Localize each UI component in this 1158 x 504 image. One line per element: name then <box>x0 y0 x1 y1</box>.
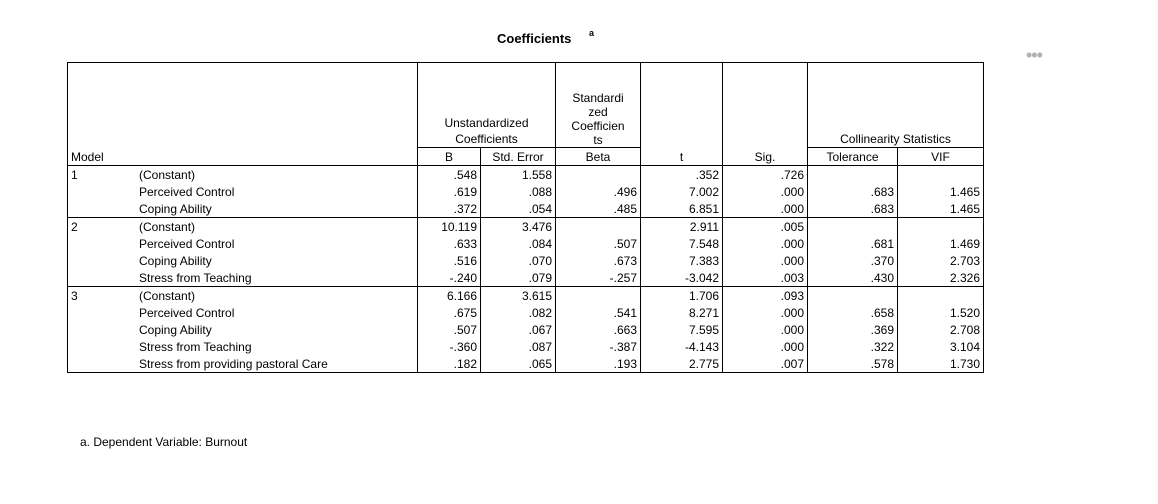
header-standardized <box>556 63 641 148</box>
cell-b: 6.166 <box>418 287 481 305</box>
cell-sig: .003 <box>723 269 808 287</box>
cell-predictor: Perceived Control <box>139 184 235 199</box>
table-row <box>68 269 984 287</box>
table-title: Coefficients <box>497 31 572 46</box>
cell-vif: 1.465 <box>898 183 984 200</box>
cell-se: .054 <box>481 200 556 218</box>
cell-beta: .485 <box>556 200 641 218</box>
cell-sig: .007 <box>723 355 808 373</box>
header-model: Model <box>68 148 418 166</box>
cell-vif: 1.465 <box>898 200 984 218</box>
cell-vif: 1.469 <box>898 235 984 252</box>
cell-predictor: (Constant) <box>136 166 418 184</box>
header-vif: VIF <box>898 148 984 166</box>
cell-t: 7.383 <box>641 252 723 269</box>
cell-b: .516 <box>418 252 481 269</box>
cell-model <box>68 355 137 373</box>
cell-se: .087 <box>481 338 556 355</box>
cell-beta: .507 <box>556 235 641 252</box>
cell-beta: -.257 <box>556 269 641 287</box>
cell-sig: .726 <box>723 166 808 184</box>
cell-tol: .683 <box>808 183 898 200</box>
cell-model <box>68 235 137 252</box>
table-row <box>68 183 984 200</box>
cell-sig: .000 <box>723 235 808 252</box>
cell-se: .065 <box>481 355 556 373</box>
more-dots-icon[interactable]: ••• <box>1026 45 1042 65</box>
header-unstandardized-line1: Unstandardized <box>444 116 529 130</box>
cell-t: 2.775 <box>641 355 723 373</box>
cell-beta: .193 <box>556 355 641 373</box>
cell-beta <box>556 218 641 236</box>
cell-vif: 2.326 <box>898 269 984 287</box>
cell-sig: .000 <box>723 321 808 338</box>
cell-model <box>68 200 137 218</box>
header-standardized-line1: Standardi <box>572 91 624 105</box>
table-row <box>68 355 984 373</box>
cell-t: 7.002 <box>641 183 723 200</box>
cell-model <box>68 321 137 338</box>
table-row <box>68 252 984 269</box>
table-row <box>68 287 984 305</box>
cell-vif: 1.730 <box>898 355 984 373</box>
header-beta: Beta <box>556 148 641 166</box>
cell-t: -3.042 <box>641 269 723 287</box>
cell-predictor: (Constant) <box>136 218 418 236</box>
cell-tol <box>808 287 898 305</box>
cell-tol <box>808 218 898 236</box>
cell-model <box>68 269 137 287</box>
cell-predictor: Perceived Control <box>139 305 235 320</box>
cell-beta: .663 <box>556 321 641 338</box>
cell-tol: .658 <box>808 304 898 321</box>
cell-vif: 1.520 <box>898 304 984 321</box>
cell-se: 3.476 <box>481 218 556 236</box>
cell-sig: .093 <box>723 287 808 305</box>
cell-vif <box>898 287 984 305</box>
cell-sig: .000 <box>723 338 808 355</box>
cell-b: .548 <box>418 166 481 184</box>
header-standardized-line2: zed <box>588 105 608 119</box>
cell-predictor: Coping Ability <box>139 253 212 268</box>
cell-model <box>68 338 137 355</box>
cell-t: 7.548 <box>641 235 723 252</box>
cell-tol: .578 <box>808 355 898 373</box>
cell-b: -.240 <box>418 269 481 287</box>
table-row <box>68 218 984 236</box>
cell-b: .675 <box>418 304 481 321</box>
cell-t: -4.143 <box>641 338 723 355</box>
cell-tol: .430 <box>808 269 898 287</box>
header-t: t <box>641 148 723 166</box>
cell-beta: .541 <box>556 304 641 321</box>
cell-beta <box>556 287 641 305</box>
cell-vif: 3.104 <box>898 338 984 355</box>
cell-model: 3 <box>68 287 137 305</box>
cell-b: .633 <box>418 235 481 252</box>
cell-tol <box>808 166 898 184</box>
cell-tol: .683 <box>808 200 898 218</box>
title-superscript: a <box>589 28 595 38</box>
cell-predictor: Perceived Control <box>139 236 235 251</box>
header-b: B <box>418 148 481 166</box>
cell-model <box>68 183 137 200</box>
cell-se: 3.615 <box>481 287 556 305</box>
table-row <box>68 304 984 321</box>
cell-se: .088 <box>481 183 556 200</box>
cell-model <box>68 304 137 321</box>
cell-b: .372 <box>418 200 481 218</box>
header-unstandardized-line2: Coefficients <box>455 132 518 146</box>
cell-se: .079 <box>481 269 556 287</box>
cell-vif <box>898 166 984 184</box>
header-std-error: Std. Error <box>481 148 556 166</box>
cell-predictor: Stress from Teaching <box>136 269 418 287</box>
header-unstandardized <box>418 63 556 148</box>
cell-tol: .370 <box>808 252 898 269</box>
cell-predictor: (Constant) <box>136 287 418 305</box>
header-sig-blank <box>723 63 808 148</box>
cell-model: 1 <box>68 166 137 184</box>
cell-predictor: Stress from providing pastoral Care <box>136 355 418 373</box>
header-standardized-line3: Coefficien <box>571 119 625 133</box>
cell-beta: .673 <box>556 252 641 269</box>
table-row <box>68 338 984 355</box>
cell-predictor: Coping Ability <box>136 200 418 218</box>
header-standardized-line4: ts <box>593 133 603 147</box>
cell-beta <box>556 166 641 184</box>
header-t-blank <box>641 63 723 148</box>
table-row <box>68 235 984 252</box>
cell-se: .070 <box>481 252 556 269</box>
cell-t: 8.271 <box>641 304 723 321</box>
cell-sig: .000 <box>723 252 808 269</box>
cell-b: .507 <box>418 321 481 338</box>
cell-se: .082 <box>481 304 556 321</box>
cell-model: 2 <box>68 218 137 236</box>
coefficients-table <box>67 62 984 373</box>
footnote: a. Dependent Variable: Burnout <box>80 435 248 449</box>
header-sig: Sig. <box>723 148 808 166</box>
cell-sig: .000 <box>723 304 808 321</box>
cell-se: .067 <box>481 321 556 338</box>
cell-beta: .496 <box>556 183 641 200</box>
cell-sig: .000 <box>723 183 808 200</box>
header-blank <box>68 63 418 148</box>
cell-sig: .000 <box>723 200 808 218</box>
header-tolerance: Tolerance <box>808 148 898 166</box>
cell-tol: .681 <box>808 235 898 252</box>
cell-se: 1.558 <box>481 166 556 184</box>
cell-se: .084 <box>481 235 556 252</box>
cell-vif: 2.703 <box>898 252 984 269</box>
header-row-2 <box>68 148 984 166</box>
cell-model <box>68 252 137 269</box>
cell-t: 7.595 <box>641 321 723 338</box>
header-row-1 <box>68 63 984 148</box>
cell-predictor: Stress from Teaching <box>139 339 252 354</box>
cell-t: .352 <box>641 166 723 184</box>
cell-t: 2.911 <box>641 218 723 236</box>
cell-t: 1.706 <box>641 287 723 305</box>
cell-vif: 2.708 <box>898 321 984 338</box>
cell-vif <box>898 218 984 236</box>
table-body <box>68 166 984 373</box>
cell-tol: .369 <box>808 321 898 338</box>
cell-sig: .005 <box>723 218 808 236</box>
header-collinearity: Collinearity Statistics <box>808 63 984 148</box>
cell-predictor: Coping Ability <box>139 322 212 337</box>
cell-t: 6.851 <box>641 200 723 218</box>
table-row <box>68 321 984 338</box>
table-row <box>68 200 984 218</box>
table-row <box>68 166 984 184</box>
cell-b: 10.119 <box>418 218 481 236</box>
cell-b: .619 <box>418 183 481 200</box>
cell-tol: .322 <box>808 338 898 355</box>
cell-b: -.360 <box>418 338 481 355</box>
cell-beta: -.387 <box>556 338 641 355</box>
cell-b: .182 <box>418 355 481 373</box>
